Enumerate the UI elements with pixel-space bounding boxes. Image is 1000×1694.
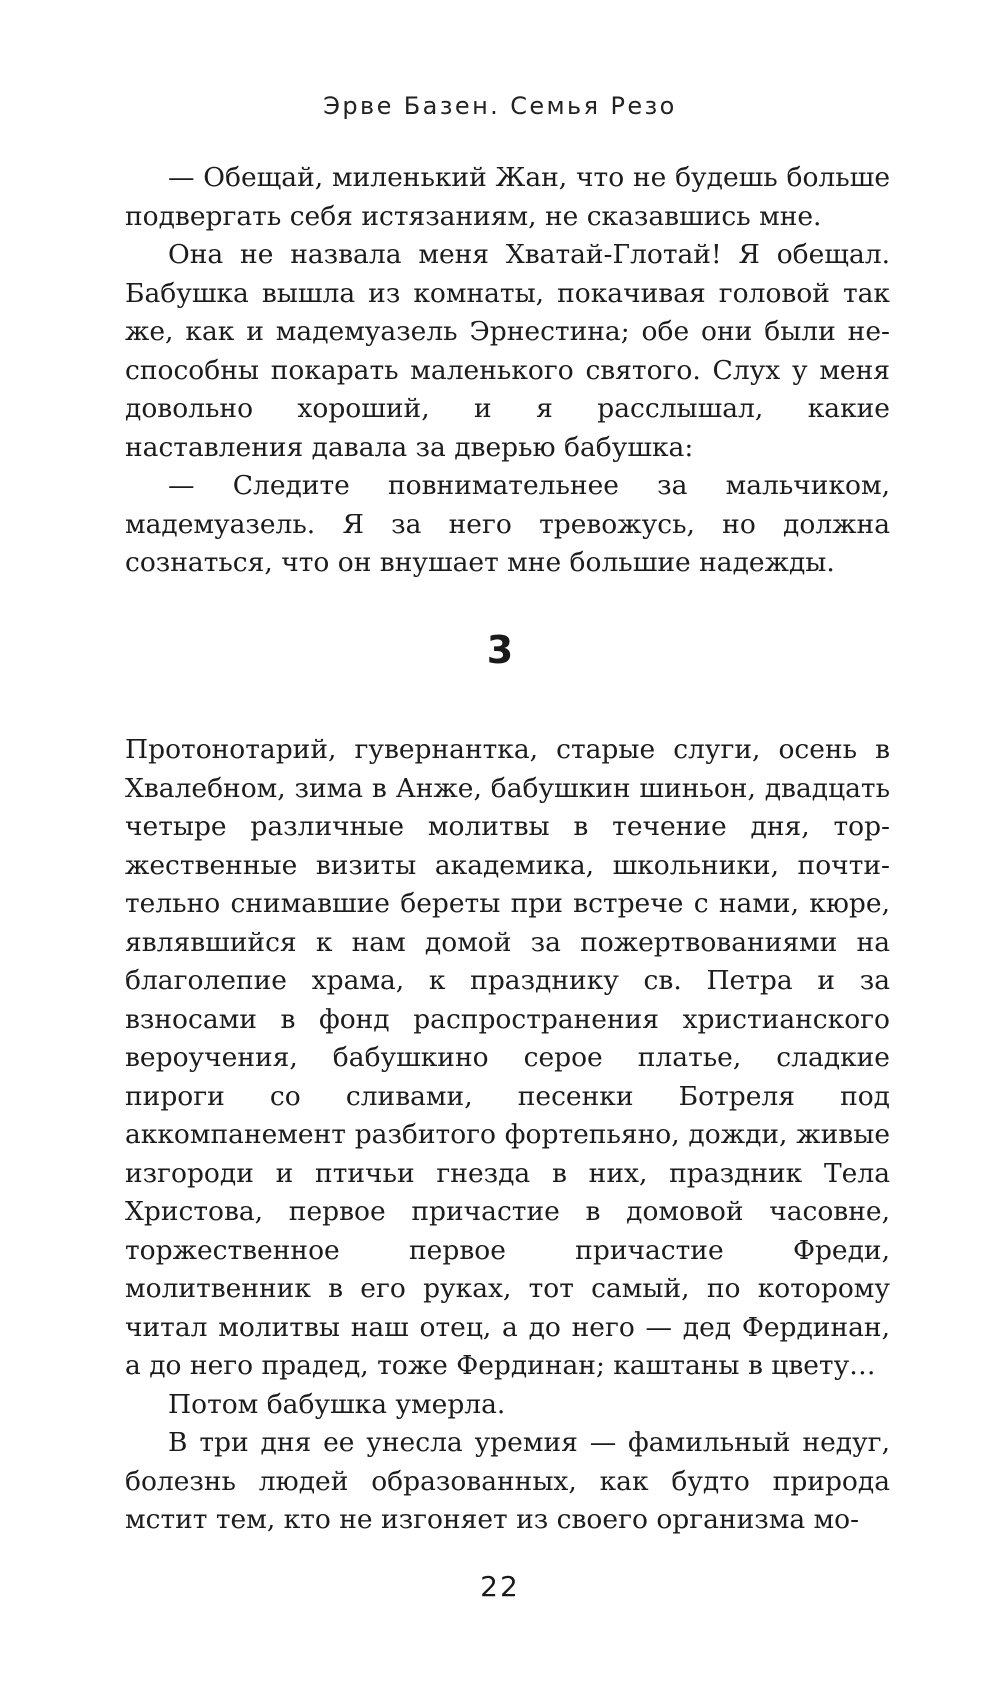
- paragraph: Потом бабушка умерла.: [168, 1388, 506, 1420]
- paragraph: Она не назвала меня Хватай-Глотай! Я обещал. Бабушка вышла из комнаты, покачивая головой так же, как и мадемуазель Эрнестина; обе они были неспособны покарать маленького святого. Слух у меня довольно хороший, и я расслышал, какие наставления давала за дверью бабушка:: [125, 239, 890, 463]
- paragraph: — Следите повнимательнее за мальчиком, мадемуазель. Я за него тревожусь, но должна сознаться, что он внушает мне большие надежды.: [125, 470, 890, 578]
- chapter-text-block: [125, 731, 890, 1540]
- page-number: 22: [480, 1570, 520, 1603]
- text-block-before-chapter: [125, 159, 890, 583]
- paragraph: — Обещай, миленький Жан, что не будешь больше подвергать себя истязаниям, не сказавшись мне.: [125, 162, 890, 232]
- running-head: Эрве Базен. Семья Резо: [323, 92, 677, 120]
- paragraph: В три дня ее унесла уремия — фамильный недуг, болезнь людей образованных, как будто природа мстит тем, кто не изгоняет из своего организма мо-: [125, 1427, 890, 1535]
- chapter-number: 3: [486, 628, 514, 672]
- paragraph: Протонотарий, гувернантка, старые слуги, осень в Хвалебном, зима в Анже, бабушкин шиньон, двадцать четыре различные молитвы в течение дня, торжественные визиты академика, школьники, почтительно снимавшие береты при встрече с нами, кюре, являвшийся к нам домой за пожертвованиями на благолепие храма, к празднику св. Петра и за взносами в фонд распространения христианского вероучения, бабушкино серое платье, сладкие пироги со сливами, песенки Ботреля под аккомпанемент разбитого фортепьяно, дожди, живые изгороди и птичьи гнезда в них, праздник Тела Христова, первое причастие в домовой часовне, торжественное первое причастие Фреди, молитвенник в его руках, тот самый, по которому читал молитвы наш отец, а до него — дед Фердинан, а до него прадед, тоже Фердинан; каштаны в цвету…: [125, 734, 890, 1381]
